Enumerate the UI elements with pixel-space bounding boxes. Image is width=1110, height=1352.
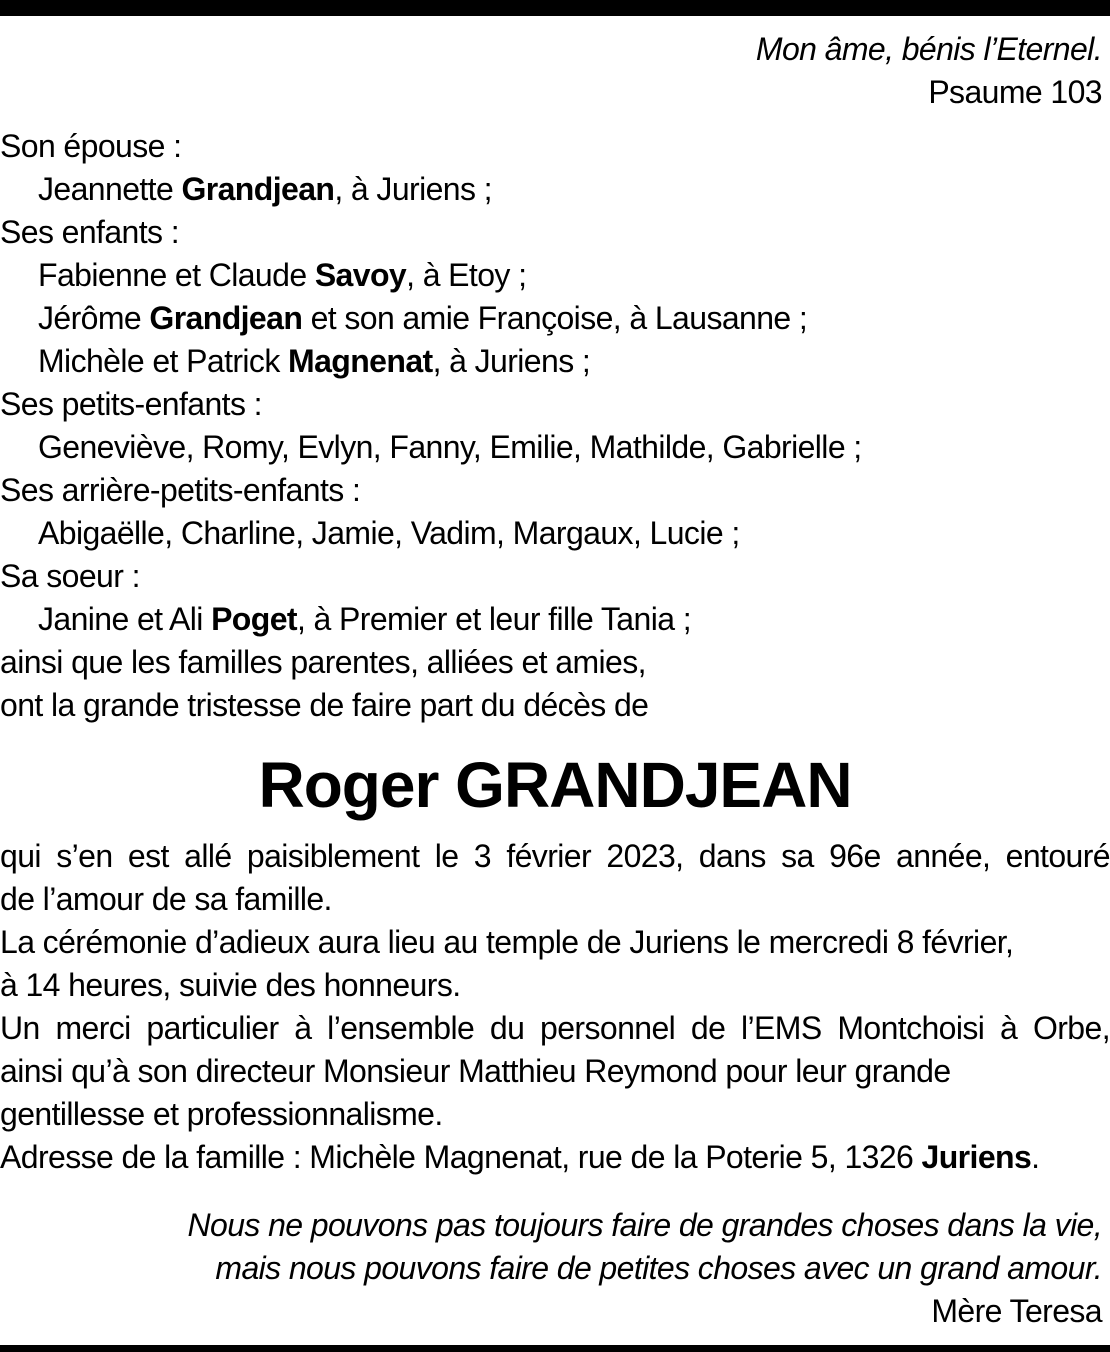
spouse-post: , à Juriens ; — [334, 171, 492, 207]
children-label: Ses enfants : — [0, 214, 179, 250]
closing-line-2: ont la grande tristesse de faire part du décès de — [0, 687, 649, 723]
sister-entry — [0, 598, 1110, 641]
final-quote-line-1: Nous ne pouvons pas toujours faire de grandes choses dans la vie, — [187, 1207, 1102, 1243]
child1-surname: Savoy — [314, 257, 407, 293]
spouse-entry — [0, 168, 1110, 211]
final-quote-author: Mère Teresa — [931, 1293, 1102, 1329]
final-quote-line-2: mais nous pouvons faire de petites choses avec un grand amour. — [215, 1250, 1102, 1286]
bottom-rule — [0, 1345, 1110, 1352]
ceremony-details — [0, 835, 1110, 1179]
details-line-2: de l’amour de sa famille. — [0, 881, 332, 917]
child1-post: , à Etoy ; — [406, 257, 527, 293]
child-entry-1 — [0, 254, 1110, 297]
child3-post: , à Juriens ; — [432, 343, 591, 379]
child-entry-2 — [0, 297, 1110, 340]
details-line-6: ainsi qu’à son directeur Monsieur Matthieu Reymond pour leur grande — [0, 1053, 951, 1089]
spouse-surname: Grandjean — [181, 171, 335, 207]
grandchildren-list: Geneviève, Romy, Evlyn, Fanny, Emilie, Mathilde, Gabrielle ; — [38, 429, 862, 465]
top-rule — [0, 0, 1110, 16]
sister-surname: Poget — [211, 601, 297, 637]
child2-surname: Grandjean — [149, 300, 303, 336]
sister-post: , à Premier et leur fille Tania ; — [296, 601, 691, 637]
child1-pre: Fabienne et Claude — [38, 257, 315, 293]
address-pre: Adresse de la famille : Michèle Magnenat, rue de la Poterie 5, 1326 — [0, 1139, 922, 1175]
epigraph — [756, 28, 1102, 114]
details-line-4: à 14 heures, suivie des honneurs. — [0, 967, 461, 1003]
closing-line-1: ainsi que les familles parentes, alliées et amies, — [0, 644, 646, 680]
epigraph-quote: Mon âme, bénis l’Eternel. — [755, 31, 1102, 67]
deceased-name: Roger GRANDJEAN — [258, 749, 852, 821]
grandchildren-label: Ses petits-enfants : — [0, 386, 262, 422]
great-grandchildren-list: Abigaëlle, Charline, Jamie, Vadim, Margaux, Lucie ; — [38, 515, 740, 551]
family-announcement — [0, 125, 1110, 727]
address-post: . — [1031, 1139, 1040, 1175]
child3-pre: Michèle et Patrick — [38, 343, 289, 379]
details-line-5: Un merci particulier à l’ensemble du personnel de l’EMS Montchoisi à Orbe, — [0, 1010, 1110, 1046]
spouse-pre: Jeannette — [38, 171, 182, 207]
spouse-label: Son épouse : — [0, 128, 182, 164]
great-grandchildren-label: Ses arrière-petits-enfants : — [0, 472, 361, 508]
child-entry-3 — [0, 340, 1110, 383]
details-line-7: gentillesse et professionnalisme. — [0, 1096, 443, 1132]
details-line-3: La cérémonie d’adieux aura lieu au temple de Juriens le mercredi 8 février, — [0, 924, 1014, 960]
child2-post: et son amie Françoise, à Lausanne ; — [302, 300, 808, 336]
child2-pre: Jérôme — [38, 300, 150, 336]
sister-pre: Janine et Ali — [38, 601, 212, 637]
child3-surname: Magnenat — [288, 343, 433, 379]
address-town: Juriens — [921, 1139, 1032, 1175]
family-address — [0, 1136, 1110, 1179]
final-quote — [188, 1204, 1103, 1333]
sister-label: Sa soeur : — [0, 558, 140, 594]
epigraph-source: Psaume 103 — [928, 74, 1102, 110]
details-line-1: qui s’en est allé paisiblement le 3 février 2023, dans sa 96e année, entouré — [0, 838, 1110, 874]
